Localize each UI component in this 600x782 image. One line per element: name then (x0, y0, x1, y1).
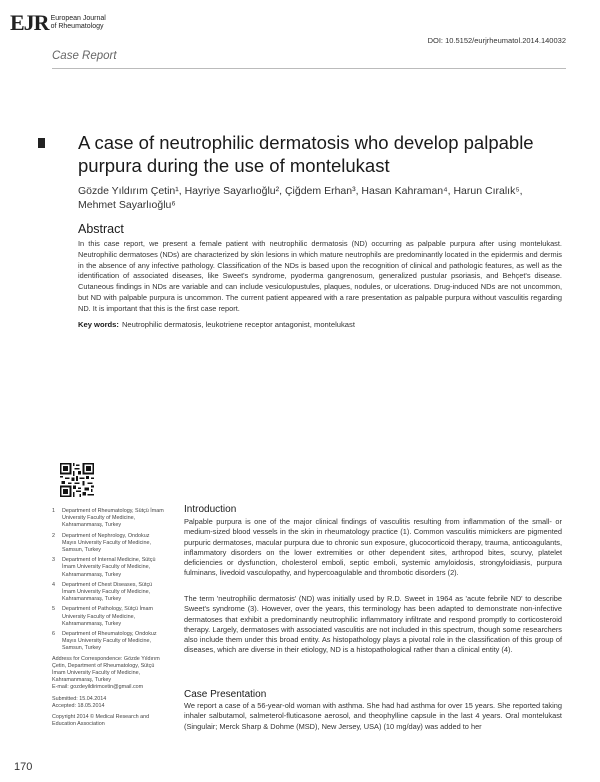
copyright-notice: Copyright 2014 © Medical Research and Education Association (52, 714, 150, 728)
author-list: Gözde Yıldırım Çetin¹, Hayriye Sayarlıoğlu², Çiğdem Erhan³, Hasan Kahraman⁴, Harun Cıralık⁵, Mehmet Sayarlıoğlu⁶ (78, 185, 523, 211)
case-paragraph-1: We report a case of a 56-year-old woman with asthma. She had had asthma for over 15 years. She reported taking inhaler salbutamol, salmeterol-fluticasone aerosol, and theophylline capsule in the last 4 years. Oral montelukast (Singulair; Merck Sharp & Dohme (MSD), New Jersey, USA) (10 mg/day) was added to her (184, 701, 562, 731)
affiliation-item: 6 Department of Rheumatology, Ondokuz Mayıs University Faculty of Medicine, Samsun, Turkey (52, 631, 157, 652)
intro-paragraph-2: The term 'neutrophilic dermatosis' (ND) was initially used by R.D. Sweet in 1964 as 'acute febrile ND' to describe Sweet's syndrome (3). However, over the years, this terminology has been adapted to demonstrate non-infective dermatoses that exhibit a predominantly neutrophilic inflammatory infiltrate and respond promptly to corticosteroid therapy. Largely, dermatoses with associated vasculitis are not included in this spectrum, though some researchers also include them under this broad entity. As histopathology plays a pivotal role in the classification of this group of diseases, which are diverse in their etiology, ND is a histopathological rather than a clinical entity (4). (184, 594, 562, 655)
keywords-label: Key words: (78, 320, 119, 329)
keywords (78, 320, 562, 329)
affiliation-item: 2 Department of Nephrology, Ondokuz Mayıs University Faculty of Medicine, Samsun, Turkey (52, 532, 151, 554)
page-number: 170 (14, 761, 33, 773)
keywords-text: Neutrophilic dermatosis, leukotriene receptor antagonist, montelukast (121, 320, 355, 329)
correspondence-email[interactable]: E-mail: gozdeyildirimcetin@gmail.com (52, 684, 144, 691)
submitted-date: Submitted: 15.04.2014 (52, 695, 107, 702)
affiliation-item: 1 Department of Rheumatology, Sütçü İmam University Faculty of Medicine, Kahramanmaraş, Turkey (52, 508, 164, 529)
logo-mark: EJR (10, 10, 49, 35)
abstract-text: In this case report, we present a female patient with neutrophilic dermatosis (ND) occurring as palpable purpura after using montelukast. Neutrophilic dermatoses (NDs) are characterized by skin lesions in which mature neutrophils are predominantly located in the epidermis and dermis in the absence of any infective pathology. Classification of the NDs is based upon the recognition of clinical and pathologic features, as well as the identification of associated diseases, like Sweet's syndrome, pyoderma gangrenosum, generalized pustular psoriasis, and Behçet's disease. Cutaneous findings in NDs are variable and can include vesiculopustules, plaques, nodules, or ulcerations. Drug-induced NDs are not uncommon, but ND with palpable purpura is uncommon. The current patient appeared with a rare presentation as palpable purpura without vasculitis regarding ND. It is important that this is the first case report. (78, 239, 562, 313)
article-title: A case of neutrophilic dermatosis who develop palpable purpura during the use of montelukast (78, 132, 534, 176)
case-presentation-heading: Case Presentation (184, 689, 267, 700)
journal-name: European Journal of Rheumatology (50, 15, 106, 30)
intro-paragraph-1: Palpable purpura is one of the major clinical findings of vasculitis resulting from inflammation of the small- or medium-sized blood vessels in the skin in rheumatology practice (1). Common vasculitis mimickers are pigmented purpuric dermatoses, macular purpura due to chronic sun exposure, glucocorticoid therapy, trauma, anticoagulants, inflammatory disorders on the lower extremities or other dependent sites, arthropod bites, scurvy, platelet deficiencies or dysfunction, cholesterol emboli, septic emboli, systemic amyloidosis, strongyloidiasis, purpura fulminans, livedoid vasculopathy, and hypercoagulable and thrombotic disorders (2). (184, 517, 562, 578)
correspondence-address: Address for Correspondence: Gözde Yıldırım Çetin, Department of Rheumatology, Sütçü İmam University Faculty of Medicine, Kahramanmaraş, Turkey (52, 655, 160, 684)
affiliation-item: 4 Department of Chest Diseases, Sütçü İmam University Faculty of Medicine, Kahramanmaraş, Turkey (52, 581, 153, 603)
affiliation-item: 5 Department of Pathology, Sütçü İmam University Faculty of Medicine, Kahramanmaraş, Turkey (52, 606, 153, 627)
affiliations-sidebar (52, 508, 164, 728)
affiliation-item: 3 Department of Internal Medicine, Sütçü İmam University Faculty of Medicine, Kahramanmaraş, Turkey (52, 557, 156, 578)
qr-code-icon[interactable] (60, 463, 94, 497)
abstract-heading: Abstract (78, 222, 124, 236)
header-divider (52, 68, 566, 69)
doi-text[interactable]: DOI: 10.5152/eurjrheumatol.2014.140032 (427, 36, 566, 45)
journal-logo (10, 12, 111, 34)
section-label: Case Report (52, 50, 117, 62)
accepted-date: Accepted: 18.05.2014 (52, 702, 105, 709)
title-marker (38, 138, 45, 148)
introduction-heading: Introduction (184, 504, 237, 515)
